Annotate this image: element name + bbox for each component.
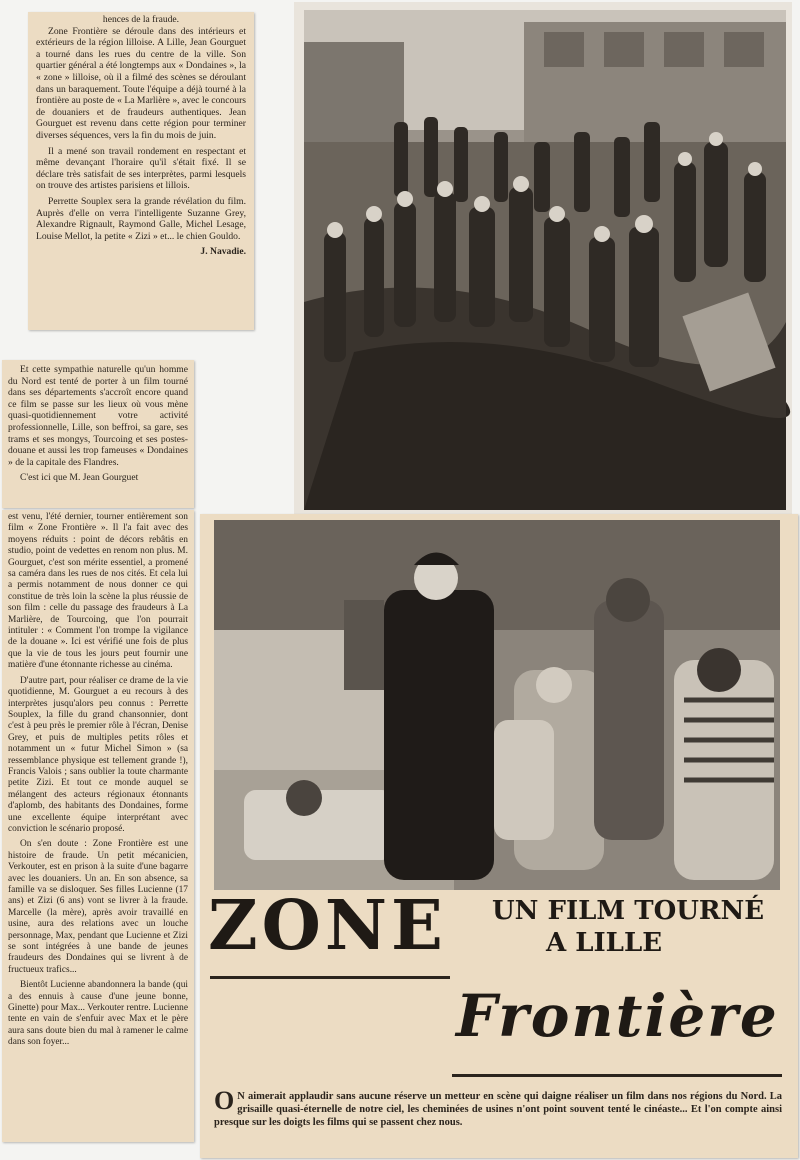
- clipping-left-middle-text: [8, 364, 188, 488]
- clipping-left-middle: [2, 360, 194, 508]
- lead-paragraph: [214, 1086, 782, 1129]
- paragraph: est venu, l'été dernier, tourner entièrement son film « Zone Frontière ». Il l'a fait avec des moyens réduits : point de décors rebâtis en studio, point de vedettes en renom non plus. M. Gourguet, c'est son mérite essentiel, a promené sa caméra dans les rues de nos cités. Et cela lui a permis notamment de nous donner ce qui constitue de très loin la scène la plus réussie de son film : celle du passage des fraudeurs à La Marlière, de Tourcoing, que l'on pourrait intituler : « Comment l'on trompe la vigilance de la douane ». Ici est vérifié une fois de plus que la vie de tous les jours peut fournir une matière d'une étonnante richesse au cinéma.: [8, 512, 188, 671]
- paragraph: Perrette Souplex sera la grande révélation du film. Auprès d'elle on verra l'intelligente Suzanne Grey, Alexandre Rignault, Raymond Galle, Michel Lesage, Louise Mellot, la petite « Zizi » et... le chien Gouldo.: [36, 195, 246, 242]
- paragraph: Et cette sympathie naturelle qu'un homme du Nord est tenté de porter à un film tourné dans ses départements s'accroît encore quand ce film se passe sur les lieux où vous mène quasi-quotidiennement votre activité professionnelle, Lille, son beffroi, sa gare, ses trams et ses mongys, Tourcoing et ses postes-douane et aussi les trop fameuses « Dondaines » de la capitale des Flandres.: [8, 364, 188, 468]
- street-crowd-photo: [294, 2, 792, 516]
- dropcap: O: [214, 1086, 235, 1115]
- paragraph: C'est ici que M. Jean Gourguet: [20, 472, 139, 484]
- partial-line: hences de la fraude.: [102, 14, 180, 25]
- article-clipping: [200, 514, 798, 1158]
- headline-frontiere: Frontière: [456, 982, 779, 1050]
- headline-subtitle-line2: A LILLE: [546, 928, 663, 958]
- headline-subtitle-line1: UN FILM TOURNÉ: [492, 896, 765, 926]
- clipping-top-left: [28, 12, 254, 330]
- paragraph: Bientôt Lucienne abandonnera la bande (qui a des ennuis à cause d'une jeune bonne, Ginette) pour Max... Verkouter rentre. Lucienne tente en vain de s'enfuir avec Max et le père aura sans doute bien du mal à ramener le calme dans son foyer...: [8, 980, 188, 1048]
- headline-zone: ZONE: [208, 886, 447, 966]
- clipping-top-left-text: [36, 14, 246, 258]
- author-signature: J. Navadie.: [200, 246, 246, 258]
- interior-scene-photo: [214, 520, 780, 890]
- frontiere-rule: [452, 1074, 782, 1077]
- paragraph: Il a mené son travail rondement en respectant et même devançant l'horaire qu'il s'était fixé. Il se déclare très satisfait de ses interprètes, parmi lesquels on trouve des artistes parisiens et lillois.: [36, 145, 246, 192]
- headline-rule: [210, 976, 450, 979]
- paragraph: Zone Frontière se déroule dans des intérieurs et extérieurs de la région lilloise. A Lille, Jean Gourguet a tourné dans les rues du centre de la ville. Son quartier général a été longtemps aux « Dondaines », la « zone » lilloise, où il a filmé des scènes se déroulant dans un baraquement. Toute l'équipe a déjà tourné à la frontière au poste de « La Marlière », avec le concours de douaniers et de fraudeurs authentiques. Jean Gourguet est revenu dans cette région pour terminer diverses séquences, vers la fin du mois de juin.: [36, 25, 246, 141]
- paragraph: D'autre part, pour réaliser ce drame de la vie quotidienne, M. Gourguet a eu recours à des interprètes jusqu'alors peu connus : Perrette Souplex, la fille du grand chansonnier, dont c'est à peu près le premier rôle à l'écran, Denise Grey, et puis de multiples petits rôles et notamment un « futur Michel Simon » (sa ressemblance physique est tellement grande !), Francis Valois ; sans oublier la toute charmante petite Zizi. Et tout ce monde auquel se mélangent des acteurs régionaux étonnants d'aplomb, des habitants des Dondaines, forme une excellente équipe interprétant avec conviction le scénario proposé.: [8, 675, 188, 834]
- paragraph: On s'en doute : Zone Frontière est une histoire de fraude. Un petit mécanicien, Verkouter, est en prison à la suite d'une bagarre avec les douaniers. Un an. En son absence, sa famille va se disloquer. Ses filles Lucienne (17 ans) et Zizi (6 ans) vont se livrer à la fraude. Marcelle (la mère), après avoir travaillé en usine, aura des relations avec un louche personnage, Max, pendant que Lucienne et Zizi se sont intégrées à une bande de jeunes fraudeurs des Dondaines qui se livrent à de fructueux trafics...: [8, 839, 188, 975]
- clipping-left-bottom: [2, 510, 194, 1142]
- lead-text: N aimerait applaudir sans aucune réserve un metteur en scène qui daigne réaliser un film dans nos régions du Nord. La grisaille quasi-éternelle de notre ciel, les cheminées de usines n'ont point souvent tenté le cinéaste... Et l'on compte ainsi presque sur les doigts les films qui se passent chez nous.: [214, 1091, 782, 1128]
- clipping-left-bottom-text: [8, 512, 188, 1053]
